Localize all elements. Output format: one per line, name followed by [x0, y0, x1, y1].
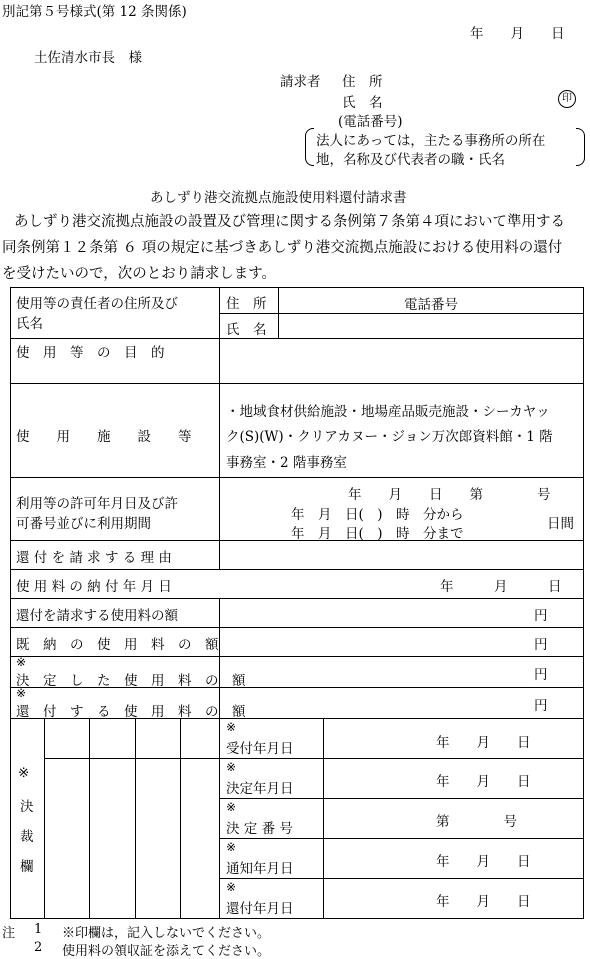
office-mark-d4: ※ — [226, 840, 237, 854]
period-days: 日間 — [547, 516, 574, 532]
payment-date-label: 使 用 料 の 納 付 年 月 日 — [16, 579, 172, 595]
responsible-person-label-1: 使用等の責任者の住所及び — [16, 296, 178, 312]
yen-unit-2: 円 — [534, 637, 548, 653]
office-mark-d5: ※ — [226, 880, 237, 894]
permit-number-line: 年 月 日 第 号 — [348, 487, 551, 503]
responsible-address-label: 住 所 — [226, 296, 267, 312]
notice-date-label: 通知年月日 — [226, 861, 294, 877]
body-line1: あしずり港交流拠点施設の設置及び管理に関する条例第７条第４項において準用する — [14, 214, 565, 230]
addressee: 土佐清水市長 様 — [34, 50, 142, 66]
responsible-person-label-2: 氏名 — [16, 316, 43, 332]
payment-date-value: 年 月 日 — [440, 579, 562, 595]
purpose-label: 使 用 等 の 目 的 — [16, 345, 165, 361]
notice-date-value: 年 月 日 — [436, 854, 531, 870]
decision-char-2: 裁 — [20, 829, 34, 845]
period-from-line: 年 月 日( ) 時 分から — [291, 507, 464, 523]
left-bracket — [305, 128, 314, 166]
facility-options-line2: ク(S)(W)・クリアカヌー・ジョン万次郎資料館・1 階 — [226, 429, 553, 445]
reception-date-label: 受付年月日 — [226, 741, 294, 757]
right-bracket — [576, 128, 585, 166]
decision-mark: ※ — [18, 765, 30, 781]
facility-label: 使 用 施 設 等 — [16, 429, 192, 445]
office-mark-d2: ※ — [226, 760, 237, 774]
responsible-phone-label: 電話番号 — [404, 297, 458, 313]
name-label: 氏 名 — [342, 95, 383, 111]
address-label: 住 所 — [342, 74, 383, 90]
permit-label-2: 可番号並びに利用期間 — [16, 516, 151, 532]
corporate-note-line2: 地，名称及び代表者の職・氏名 — [316, 152, 505, 168]
requester-label: 請求者 — [280, 74, 321, 90]
decision-number-label: 決 定 番 号 — [226, 821, 293, 837]
refund-request-amount-label: 還付を請求する使用料の額 — [16, 608, 178, 624]
yen-unit-3: 円 — [534, 667, 548, 683]
office-mark-r10: ※ — [16, 686, 27, 700]
note-2-number: 2 — [34, 940, 43, 955]
submission-date: 年 月 日 — [470, 26, 565, 42]
document-title: あしずり港交流拠点施設使用料還付請求書 — [150, 190, 407, 206]
facility-options-line3: 事務室・2 階事務室 — [226, 455, 347, 471]
responsible-name-label: 氏 名 — [226, 322, 267, 338]
body-line2: 同条例第１２条第 ６ 項の規定に基づきあしずり港交流拠点施設における使用料の還付 — [2, 240, 563, 256]
permit-label-1: 利用等の許可年月日及び許 — [16, 496, 178, 512]
form-number: 別記第５号様式(第 12 条関係) — [2, 4, 187, 20]
office-mark-r9: ※ — [16, 655, 27, 669]
body-line3: を受けたいので，次のとおり請求します。 — [2, 266, 277, 282]
phone-label: (電話番号) — [338, 114, 403, 130]
note-1-number: 1 — [34, 922, 43, 937]
decision-date-value: 年 月 日 — [436, 774, 531, 790]
note-2-text: 使用料の領収証を添えてください。 — [62, 944, 271, 959]
refund-reason-label: 還 付 を 請 求 す る 理 由 — [16, 550, 172, 566]
note-1-text: ※印欄は，記入しないでください。 — [62, 926, 271, 941]
yen-unit-1: 円 — [534, 608, 548, 624]
decided-amount-label: 決 定 し た 使 用 料 の 額 — [16, 673, 246, 689]
refund-amount-label: 還 付 す る 使 用 料 の 額 — [16, 704, 246, 720]
decision-number-value: 第 号 — [436, 814, 517, 830]
paid-amount-label: 既 納 の 使 用 料 の 額 — [16, 637, 219, 653]
period-to-line: 年 月 日( ) 時 分まで — [291, 526, 464, 542]
facility-options-line1: ・地域食材供給施設・地場産品販売施設・シーカヤッ — [226, 404, 550, 420]
office-mark-d1: ※ — [226, 720, 237, 734]
decision-date-label: 決定年月日 — [226, 781, 294, 797]
decision-char-1: 決 — [20, 799, 34, 815]
seal-mark: 印 — [558, 90, 576, 108]
yen-unit-4: 円 — [534, 698, 548, 714]
decision-char-3: 欄 — [20, 859, 34, 875]
corporate-note-line1: 法人にあっては，主たる事務所の所在 — [316, 133, 546, 149]
notes-prefix: 注 — [2, 926, 16, 941]
office-mark-d3: ※ — [226, 800, 237, 814]
reception-date-value: 年 月 日 — [436, 735, 531, 751]
refund-date-label: 還付年月日 — [226, 901, 294, 917]
refund-date-value: 年 月 日 — [436, 894, 531, 910]
